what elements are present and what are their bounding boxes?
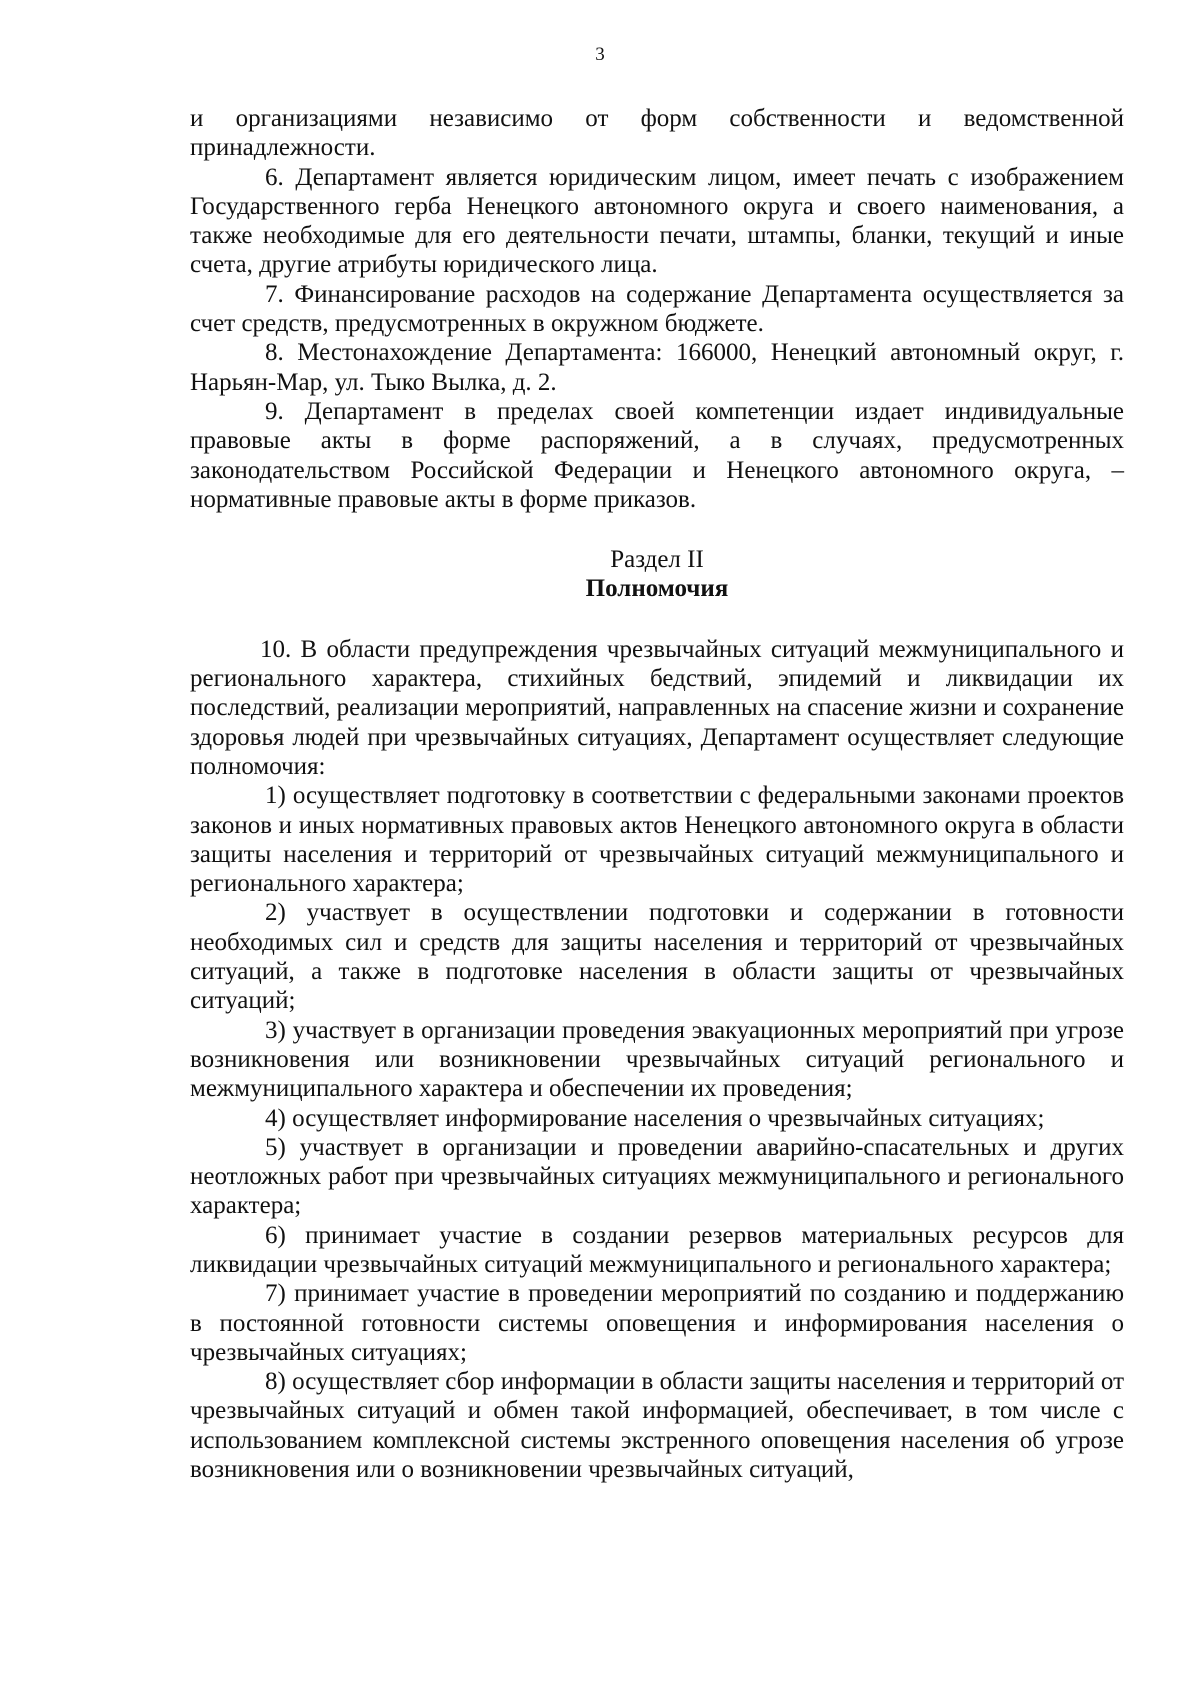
paragraph-6: 6. Департамент является юридическим лицом, имеет печать с изображением Государственного герба Ненецкого автономного округа и своего наименования, а также необходимые для его деятельности печати, штампы, бланки, текущий и иные счета, другие атрибуты юридического лица.	[190, 163, 1124, 279]
list-item: 7) принимает участие в проведении мероприятий по созданию и поддержанию в постоянной готовности системы оповещения и информирования населения о чрезвычайных ситуациях;	[190, 1280, 1124, 1366]
list-item: 8) осуществляет сбор информации в области защиты населения и территорий от чрезвычайных ситуаций и обмен такой информацией, обеспечивает, в том числе с использованием комплексной системы экстренного оповещения населения об угрозе возникновения или о возникновении чрезвычайных ситуаций,	[190, 1368, 1124, 1484]
list-item: 2) участвует в осуществлении подготовки и содержании в готовности необходимых сил и средств для защиты населения и территорий от чрезвычайных ситуаций, а также в подготовке населения в области защиты от чрезвычайных ситуаций;	[190, 899, 1124, 1015]
section-title: Полномочия	[585, 575, 729, 603]
list-item: 1) осуществляет подготовку в соответствии с федеральными законами проектов законов и иных нормативных правовых актов Ненецкого автономного округа в области защиты населения и территорий от чрезвычайных ситуаций межмуниципального и регионального характера;	[190, 782, 1124, 898]
section-heading	[190, 545, 1124, 604]
paragraph-continuation: и организациями независимо от форм собственности и ведомственной принадлежности.	[190, 105, 1124, 162]
list-item: 3) участвует в организации проведения эвакуационных мероприятий при угрозе возникновения или возникновении чрезвычайных ситуаций регионального и межмуниципального характера и обеспечении их проведения;	[190, 1016, 1124, 1103]
list-item: 5) участвует в организации и проведении аварийно-спасательных и других неотложных работ при чрезвычайных ситуациях межмуниципального и регионального характера;	[190, 1133, 1124, 1220]
paragraph-7: 7. Финансирование расходов на содержание Департамента осуществляется за счет средств, предусмотренных в окружном бюджете.	[190, 280, 1124, 338]
section-label: Раздел II	[610, 546, 704, 574]
document-body	[190, 104, 1124, 1484]
paragraph-10: 10. В области предупреждения чрезвычайных ситуаций межмуниципального и регионального характера, стихийных бедствий, эпидемий и ликвидации их последствий, реализации мероприятий, направленных на спасение жизни и сохранение здоровья людей при чрезвычайных ситуациях, Департамент осуществляет следующие полномочия:	[190, 635, 1124, 780]
paragraph-9: 9. Департамент в пределах своей компетенции издает индивидуальные правовые акты в форме распоряжений, а в случаях, предусмотренных законодательством Российской Федерации и Ненецкого автономного округа, – нормативные правовые акты в форме приказов.	[190, 397, 1124, 513]
page-number: 3	[595, 44, 605, 65]
list-item: 4) осуществляет информирование населения о чрезвычайных ситуациях;	[265, 1104, 1045, 1132]
list-item: 6) принимает участие в создании резервов материальных ресурсов для ликвидации чрезвычайных ситуаций межмуниципального и регионального характера;	[190, 1221, 1124, 1278]
paragraph-8: 8. Местонахождение Департамента: 166000, Ненецкий автономный округ, г. Нарьян-Мар, ул. Тыко Вылка, д. 2.	[190, 339, 1124, 396]
